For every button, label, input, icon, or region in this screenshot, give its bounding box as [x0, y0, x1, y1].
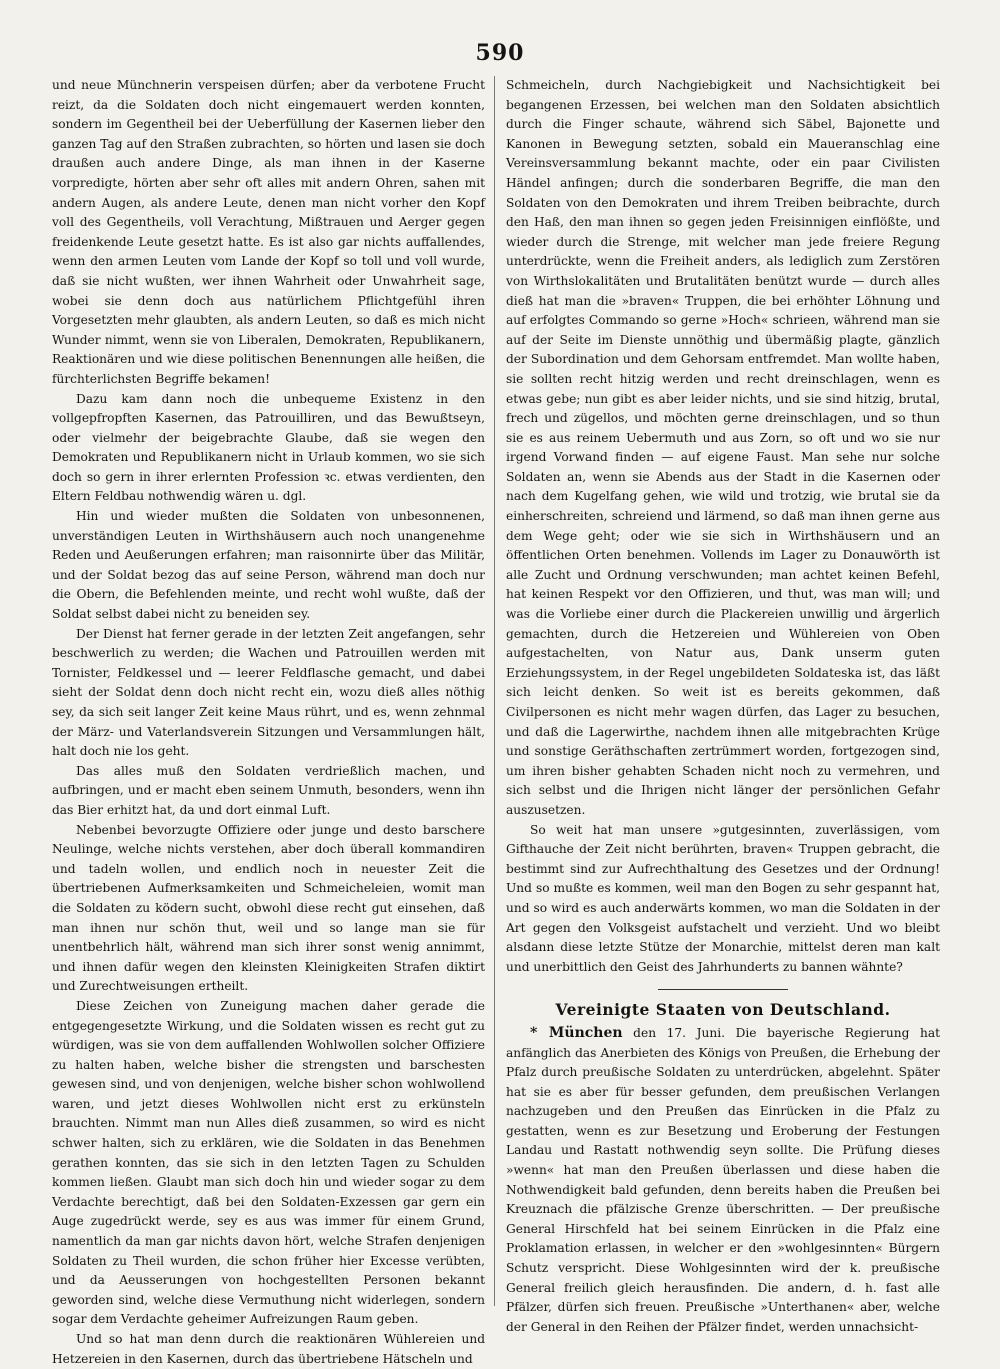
paragraph: Schmeicheln, durch Nachgiebigkeit und Nachsichtigkeit bei begangenen Erzessen, bei welchen man den Soldaten absichtlich durch die Finger schaute, während sich Säbel, Bajonette und Kanonen in Bewegung setzten, sobald ein Maueranschlag eine Vereinsversammlung bekannt machte, oder ein paar Civilisten Händel anfingen; durch die sonderbaren Begriffe, die man den Soldaten von den Demokraten und ihrem Treiben beibrachte, durch den Haß, den man ihnen so gegen jeden Freisinnigen einflößte, und wieder durch die Strenge, mit welcher man jede freiere Regung unterdrückte, wenn die Freiheit anders, als lediglich zum Zerstören von Wirthslokalitäten und Brutalitäten benützt wurde — durch alles dieß hat man die »braven« Truppen, die bei erhöhter Löhnung und auf erfolgtes Commando so gerne »Hoch« schrieen, während man sie auf der Seite im Dienste unnöthig und übermäßig plagte, gänzlich der Subordination und dem Gehorsam entfremdet. Man wollte haben, sie sollten recht hitzig werden und recht dreinschlagen, wenn es etwas gebe; nun gibt es aber leider nichts, und sie sind hitzig, brutal, frech und zügellos, und möchten gerne dreinschlagen, und so thun sie es aus reinem Uebermuth und aus Zorn, so oft und wo sie nur irgend Vorwand finden — auf eigene Faust. Man sehe nur solche Soldaten an, wenn sie Abends aus der Stadt in die Kasernen oder nach dem Kugelfang gehen, wie wild und trotzig, wie brutal sie da einherschreiten, schreiend und lärmend, so daß man ihnen gerne aus dem Wege geht; oder wie sie sich in Wirthshäusern und an öffentlichen Orten benehmen. Vollends im Lager zu Donauwörth ist alle Zucht und Ordnung verschwunden; man achtet keinen Befehl, hat keinen Respekt vor den Offizieren, und thut, was man will; und was die Vorliebe einer durch die Plackereien unwillig und ärgerlich gemachten, durch die Hetzereien und Wühlereien von Oben aufgestachelten, von Natur aus, Dank unserm guten Erziehungssystem, in der Regel ungebildeten Soldateska ist, das läßt sich leicht denken. So weit ist es bereits gekommen, daß Civilpersonen es nicht mehr wagen dürfen, das Lager zu besuchen, und daß die Lagerwirthe, nachdem ihnen alle mitgebrachten Krüge und sonstige Geräthschaften zertrümmert worden, fortgezogen sind, um ihren bisher gehabten Schaden nicht noch zu vermehren, und sich selbst und die Ihrigen nicht länger der persönlichen Gefahr auszusetzen.	[506, 78, 940, 817]
paragraph: Das alles muß den Soldaten verdrießlich machen, und aufbringen, und er macht eben seinem Unmuth, besonders, wenn ihn das Bier erhitzt hat, da und dort einmal Luft.	[52, 763, 485, 817]
right-column	[506, 76, 940, 1334]
paragraph: So weit hat man unsere »gutgesinnten, zuverlässigen, vom Gifthauche der Zeit nicht berührten, braven« Truppen gebracht, die bestimmt sind zur Aufrechthaltung des Gesetzes und der Ordnung! Und so mußte es kommen, weil man den Bogen zu sehr gespannt hat, und so wird es auch anderwärts kommen, wo man die Soldaten in der Art gegen den Volksgeist aufstachelt und verzieht. Und wo bleibt alsdann diese letzte Stütze der Monarchie, mittelst deren man kalt und unerbittlich den Geist des Jahrhunderts zu bannen wähnte?	[506, 822, 940, 974]
dateline: * München	[530, 1024, 623, 1041]
section-divider	[658, 989, 788, 990]
paragraph: Diese Zeichen von Zuneigung machen daher gerade die entgegengesetzte Wirkung, und die Soldaten wissen es recht gut zu würdigen, was sie von dem auffallenden Wohlwollen solcher Offiziere zu halten haben, welche bisher die strengsten und barschesten gewesen sind, und von denjenigen, welche bisher schon wohlwollend waren, und jetzt dieses Wohlwollen nicht erst zu erkünsteln brauchten. Nimmt man nun Alles dieß zusammen, so wird es nicht schwer halten, sich zu erklären, wie die Soldaten in das Benehmen gerathen konnten, das sie sich in den letzten Tagen zu Schulden kommen ließen. Glaubt man sich doch hin und wieder sogar zu dem Verdachte berechtigt, daß bei den Soldaten-Exzessen gar gern ein Auge zugedrückt werde, sey es aus was immer für einem Grund, namentlich da man gar nichts davon hört, welche Strafen denjenigen Soldaten zu Theil wurden, die schon früher hier Excesse verübten, und da Aeusserungen von hochgestellten Personen bekannt geworden sind, welche diese Vermuthung nicht widerlegen, sondern sogar dem Verdachte geheimer Aufreizungen Raum geben.	[52, 998, 485, 1327]
column-divider	[494, 76, 495, 1306]
article-paragraph	[506, 1024, 940, 1338]
paragraph: Und so hat man denn durch die reaktionären Wühlereien und Hetzereien in den Kasernen, durch das übertriebene Hätscheln und	[52, 1332, 485, 1366]
paragraph: Hin und wieder mußten die Soldaten von unbesonnenen, unverständigen Leuten in Wirthshäusern auch noch unangenehme Reden und Aeußerungen erfahren; man raisonnirte über das Militär, und der Soldat bezog das auf seine Person, während man doch nur die Obern, die Befehlenden meinte, und recht wohl wußte, daß der Soldat selbst dabei nicht zu beneiden sey.	[52, 509, 485, 622]
paragraph: Der Dienst hat ferner gerade in der letzten Zeit angefangen, sehr beschwerlich zu werden; die Wachen und Patrouillen werden mit Tornister, Feldkessel und — leerer Feldflasche gemacht, und dabei sieht der Soldat denn doch nicht recht ein, wozu dieß alles nöthig sey, da sich seit langer Zeit keine Maus rührt, und es, wenn zehnmal der März- und Vaterlandsverein Sitzungen und Versammlungen hält, halt doch nie los geht.	[52, 626, 485, 759]
paragraph: und neue Münchnerin verspeisen dürfen; aber da verbotene Frucht reizt, da die Soldaten doch nicht eingemauert werden konnten, sondern im Gegentheil bei der Ueberfüllung der Kasernen lieber den ganzen Tag auf den Straßen zubrachten, so hörten und lasen sie doch draußen auch andere Dinge, als man ihnen in der Kaserne vorpredigte, hörten aber sehr oft alles mit andern Ohren, sahen mit andern Augen, als andere Leute, denen man nicht vorher den Kopf voll des Gegentheils, voll Verachtung, Mißtrauen und Aerger gegen freidenkende Leute gesetzt hatte. Es ist also gar nichts auffallendes, wenn den armen Leuten vom Lande der Kopf so toll und voll wurde, daß sie nicht wußten, wer ihnen Wahrheit oder Unwahrheit sage, wobei sie denn doch aus natürlichem Pflichtgefühl ihren Vorgesetzten mehr glaubten, als andern Leuten, so daß es mich nicht Wunder nimmt, wenn sie von Liberalen, Demokraten, Republikanern, Reaktionären und wie diese politischen Benennungen alle heißen, die fürchterlichsten Begriffe bekamen!	[52, 78, 485, 386]
section-heading: Vereinigte Staaten von Deutschland.	[555, 1000, 891, 1020]
paragraph: Nebenbei bevorzugte Offiziere oder junge und desto barschere Neulinge, welche nichts verstehen, aber doch überall kommandiren und tadeln wollen, und endlich noch in neuester Zeit die übertriebenen Aufmerksamkeiten und Schmeicheleien, womit man die Soldaten zu ködern sucht, obwohl diese recht gut einsehen, daß man ihnen nur schön thut, weil und so lange man sie für unentbehrlich hält, während man sich ihrer sonst wenig annimmt, und ihnen dafür wegen den kleinsten Kleinigkeiten Strafen diktirt und Zurechtweisungen ertheilt.	[52, 822, 485, 994]
left-column	[52, 76, 485, 1366]
paragraph: Dazu kam dann noch die unbequeme Existenz in den vollgepfropften Kasernen, das Patrouilliren, und das Bewußtseyn, oder vielmehr der beigebrachte Glaube, daß sie wegen den Demokraten und Republikanern nicht in Urlaub kommen, wo sie sich doch so gern in ihrer erlernten Profession ꝛc. etwas verdienten, den Eltern Feldbau nothwendig wären u. dgl.	[52, 391, 485, 504]
page-number: 590	[475, 40, 525, 66]
article-text: den 17. Juni. Die bayerische Regierung hat anfänglich das Anerbieten des Königs von Preußen, die Erhebung der Pfalz durch preußische Soldaten zu unterdrücken, abgelehnt. Später hat sie es aber für besser gefunden, dem preußischen Verlangen nachzugeben und den Preußen das Einrücken in die Pfalz zu gestatten, wenn es zur Besetzung und Eroberung der Festungen Landau und Rastatt nothwendig seyn sollte. Die Prüfung dieses »wenn« hat man den Preußen überlassen und diese haben die Nothwendigkeit bald gefunden, denn bereits haben die Preußen bei Kreuznach die pfälzische Grenze überschritten. — Der preußische General Hirschfeld hat bei seinem Einrücken in die Pfalz eine Proklamation erlassen, in welcher er den »wohlgesinnten« Bürgern Schutz verspricht. Diese Wohlgesinnten wird der k. preußische General freilich gleich herausfinden. Die andern, d. h. fast alle Pfälzer, dürfen sich freuen. Preußische »Unterthanen« aber, welche der General in den Reihen der Pfälzer findet, werden unnachsicht-	[506, 1025, 940, 1334]
